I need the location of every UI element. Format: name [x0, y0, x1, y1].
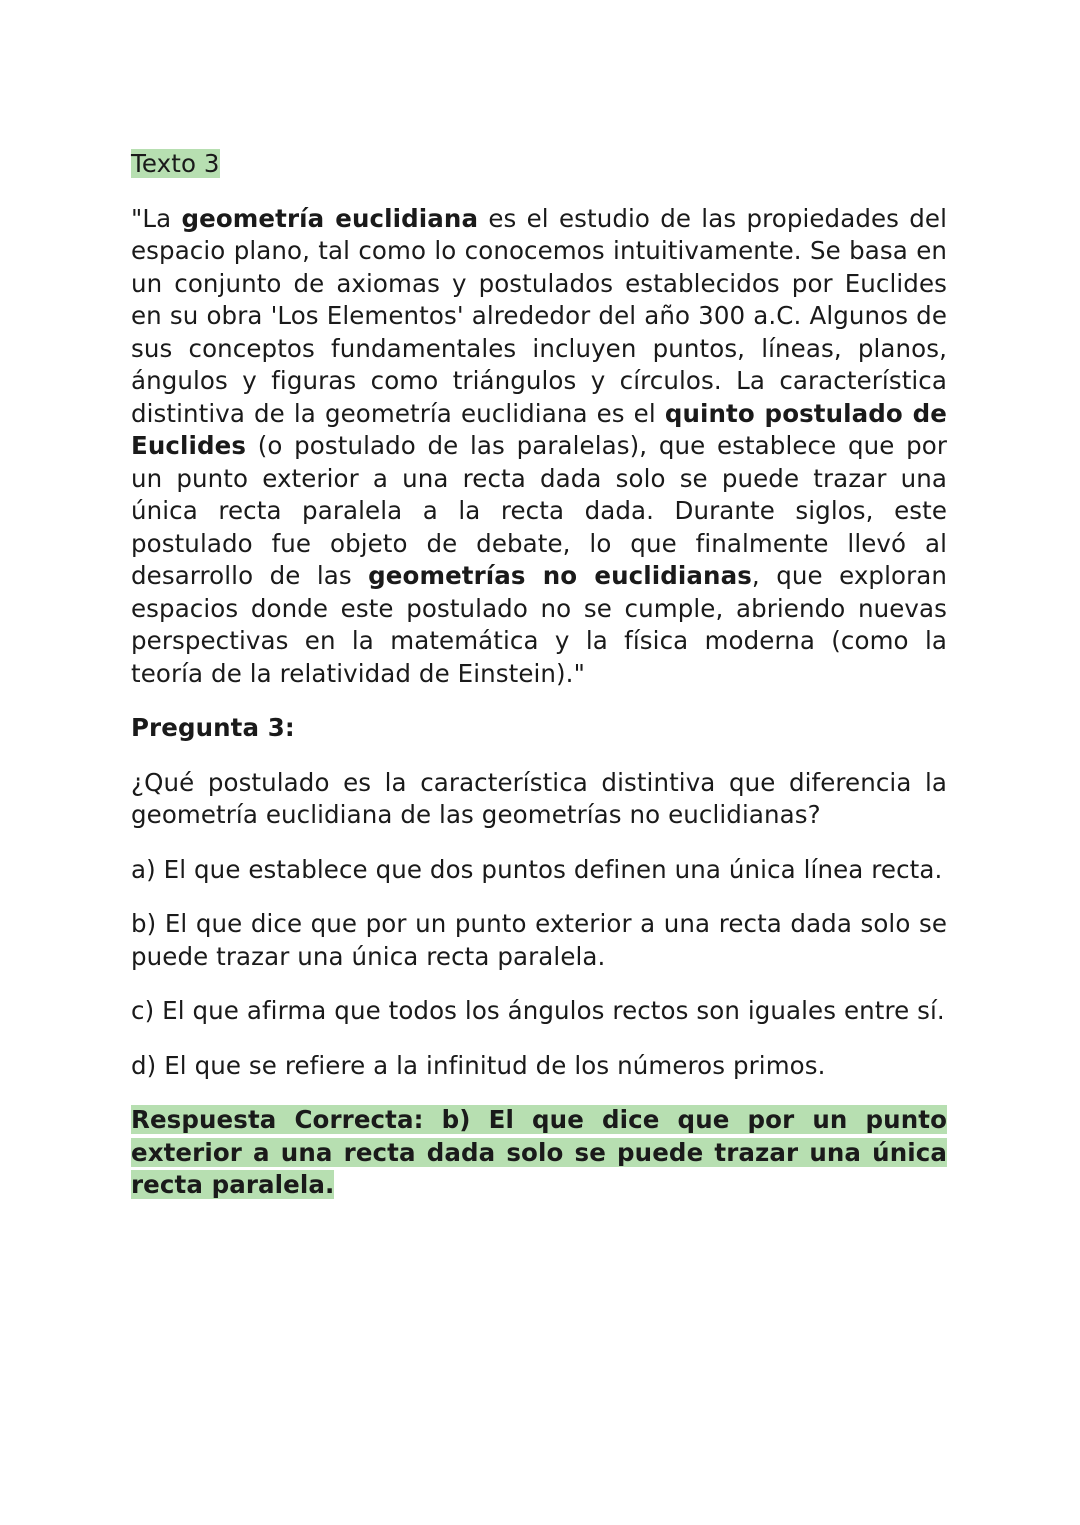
- correct-answer: [131, 1104, 947, 1202]
- passage-text-4: , que exploran espacios donde este postulado no se cumple, abriendo nuevas perspectivas en la matemática y la física moderna (como la teoría de la relatividad de Einstein).": [131, 561, 947, 688]
- section-heading: [131, 148, 947, 181]
- passage-paragraph: [131, 203, 947, 691]
- question-label-text: Pregunta 3:: [131, 713, 295, 742]
- passage-text-3: (o postulado de las paralelas), que establece que por un punto exterior a una recta dada solo se puede trazar una única recta paralela a la recta dada. Durante siglos, este postulado fue objeto de debate, lo que finalmente llevó al desarrollo de las: [131, 431, 947, 590]
- passage-bold-term-3: geometrías no euclidianas: [368, 561, 752, 590]
- passage-bold-term-2: quinto postulado de Euclides: [131, 398, 948, 460]
- section-heading-text: Texto 3: [131, 149, 220, 178]
- correct-answer-text: Respuesta Correcta: b) El que dice que por un punto exterior a una recta dada solo se puede trazar una única recta paralela.: [131, 1105, 947, 1199]
- option-d: d) El que se refiere a la infinitud de los números primos.: [131, 1050, 826, 1080]
- question-label: [131, 712, 947, 745]
- option-a: a) El que establece que dos puntos definen una única línea recta.: [131, 854, 943, 884]
- passage-text-1: "La: [131, 203, 182, 233]
- document-page: [131, 148, 947, 1202]
- passage-text-2: es el estudio de las propiedades del espacio plano, tal como lo conocemos intuitivamente. Se basa en un conjunto de axiomas y postulados establecidos por Euclides en su obra 'Los Elementos' alrededor del año 300 a.C. Algunos de sus conceptos fundamentales incluyen puntos, líneas, planos, ángulos y figuras como triángulos y círculos. La característica distintiva de la geometría euclidiana es el: [131, 203, 947, 428]
- question-text: ¿Qué postulado es la característica distintiva que diferencia la geometría euclidiana de las geometrías no euclidianas?: [131, 767, 947, 829]
- passage-bold-term-1: geometría euclidiana: [181, 203, 479, 233]
- option-c: c) El que afirma que todos los ángulos rectos son iguales entre sí.: [131, 996, 945, 1025]
- option-b: b) El que dice que por un punto exterior a una recta dada solo se puede trazar una única recta paralela.: [131, 909, 947, 971]
